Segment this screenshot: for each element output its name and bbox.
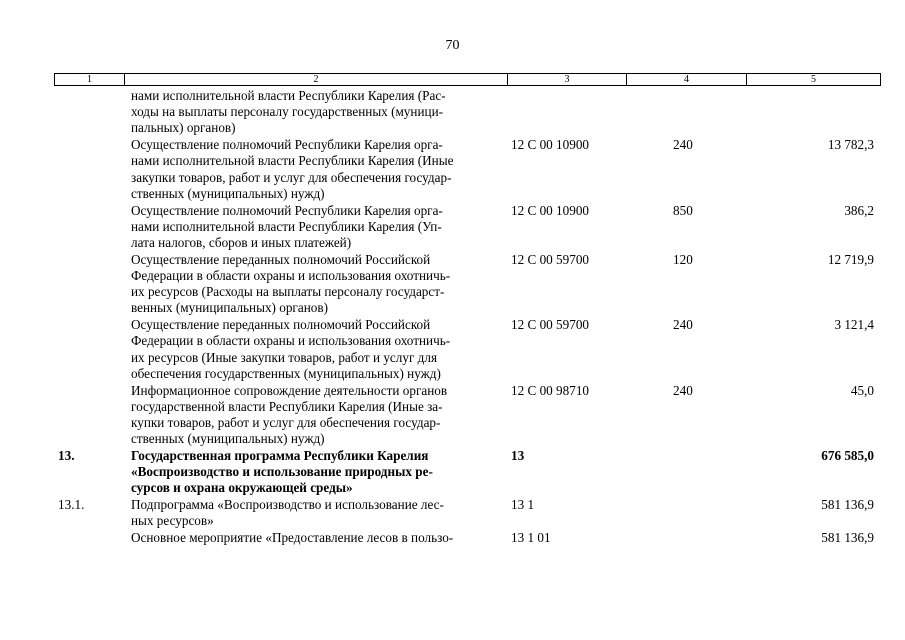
row-type: 240	[673, 137, 693, 153]
row-description	[131, 497, 503, 529]
row-code: 12 С 00 98710	[511, 382, 590, 398]
table-row	[0, 383, 905, 448]
row-amount: 676 585,0	[821, 448, 874, 463]
table-row	[0, 137, 905, 202]
description-line: нами исполнительной власти Республики Карелия (Иные	[131, 153, 454, 169]
row-description	[131, 88, 503, 137]
row-code: 12 С 00 59700	[511, 251, 590, 267]
table-row	[0, 530, 905, 546]
row-code: 12 С 00 10900	[511, 202, 590, 218]
row-code: 12 С 00 59700	[511, 317, 590, 333]
description-line: нами исполнительной власти Республики Карелия (Рас-	[131, 88, 446, 103]
row-type: 120	[673, 251, 693, 267]
description-line: Осуществление переданных полномочий Российской	[131, 317, 431, 333]
description-line: Осуществление полномочий Республики Карелия орга-	[131, 137, 443, 153]
page-number: 70	[445, 38, 460, 53]
row-code: 13	[511, 448, 525, 463]
row-description	[131, 252, 503, 317]
row-description	[131, 383, 503, 448]
row-code: 12 С 00 10900	[511, 137, 590, 153]
row-description	[131, 530, 503, 546]
row-description	[131, 317, 503, 382]
description-line: венных (муниципальных) органов)	[131, 300, 328, 316]
row-type: 240	[673, 317, 693, 333]
row-number: 13.1.	[58, 497, 85, 513]
row-amount: 12 719,9	[827, 251, 874, 267]
header-col-4: 4	[626, 74, 746, 85]
description-line: ных ресурсов»	[131, 513, 214, 529]
description-line: «Воспроизводство и использование природных ре-	[131, 464, 433, 480]
row-amount: 581 136,9	[821, 497, 874, 513]
row-amount: 45,0	[850, 382, 874, 398]
description-line: нами исполнительной власти Республики Карелия (Уп-	[131, 218, 442, 234]
row-type: 850	[673, 202, 693, 218]
description-line: Государственная программа Республики Карелия	[131, 448, 429, 463]
description-line: Осуществление полномочий Республики Карелия орга-	[131, 202, 443, 218]
description-line: их ресурсов (Иные закупки товаров, работ и услуг для	[131, 349, 438, 365]
row-code: 13 1	[511, 497, 535, 513]
description-line: их ресурсов (Расходы на выплаты персоналу государст-	[131, 284, 445, 300]
description-line: лата налогов, сборов и иных платежей)	[131, 235, 352, 250]
table-row	[0, 252, 905, 317]
table-row	[0, 203, 905, 252]
description-line: обеспечения государственных (муниципальных) нужд)	[131, 365, 441, 381]
description-line: Федерации в области охраны и использования охотничь-	[131, 268, 451, 283]
header-col-2: 2	[124, 74, 507, 85]
description-line: ственных (муниципальных) нужд)	[131, 185, 325, 201]
table-header	[54, 73, 881, 86]
table-row	[0, 448, 905, 497]
table-row	[0, 88, 905, 137]
description-line: ходы на выплаты персоналу государственных (муници-	[131, 104, 444, 120]
description-line: Информационное сопровождение деятельности органов	[131, 382, 448, 398]
description-line: закупки товаров, работ и услуг для обеспечения государ-	[131, 169, 452, 185]
description-line: сурсов и охрана окружающей среды»	[131, 480, 353, 496]
row-description	[131, 448, 503, 497]
row-code: 13 1 01	[511, 530, 551, 546]
header-col-5: 5	[746, 74, 880, 85]
row-description	[131, 203, 503, 252]
description-line: Подпрограмма «Воспроизводство и использование лес-	[131, 497, 444, 513]
header-col-1: 1	[87, 74, 92, 85]
row-type: 240	[673, 382, 693, 398]
description-line: Федерации в области охраны и использования охотничь-	[131, 333, 451, 349]
description-line: Осуществление переданных полномочий Российской	[131, 251, 431, 267]
row-amount: 386,2	[844, 202, 874, 218]
description-line: пальных) органов)	[131, 120, 236, 136]
table-row	[0, 317, 905, 382]
description-line: купки товаров, работ и услуг для обеспечения государ-	[131, 415, 441, 430]
row-amount: 3 121,4	[834, 317, 874, 333]
table-row	[0, 497, 905, 529]
description-line: ственных (муниципальных) нужд)	[131, 431, 325, 447]
row-description	[131, 137, 503, 202]
row-number: 13.	[58, 448, 75, 463]
row-amount: 581 136,9	[821, 530, 874, 546]
description-line: государственной власти Республики Карелия (Иные за-	[131, 398, 443, 414]
description-line: Основное мероприятие «Предоставление лесов в пользо-	[131, 530, 454, 546]
header-col-3: 3	[507, 74, 626, 85]
row-amount: 13 782,3	[827, 137, 874, 153]
